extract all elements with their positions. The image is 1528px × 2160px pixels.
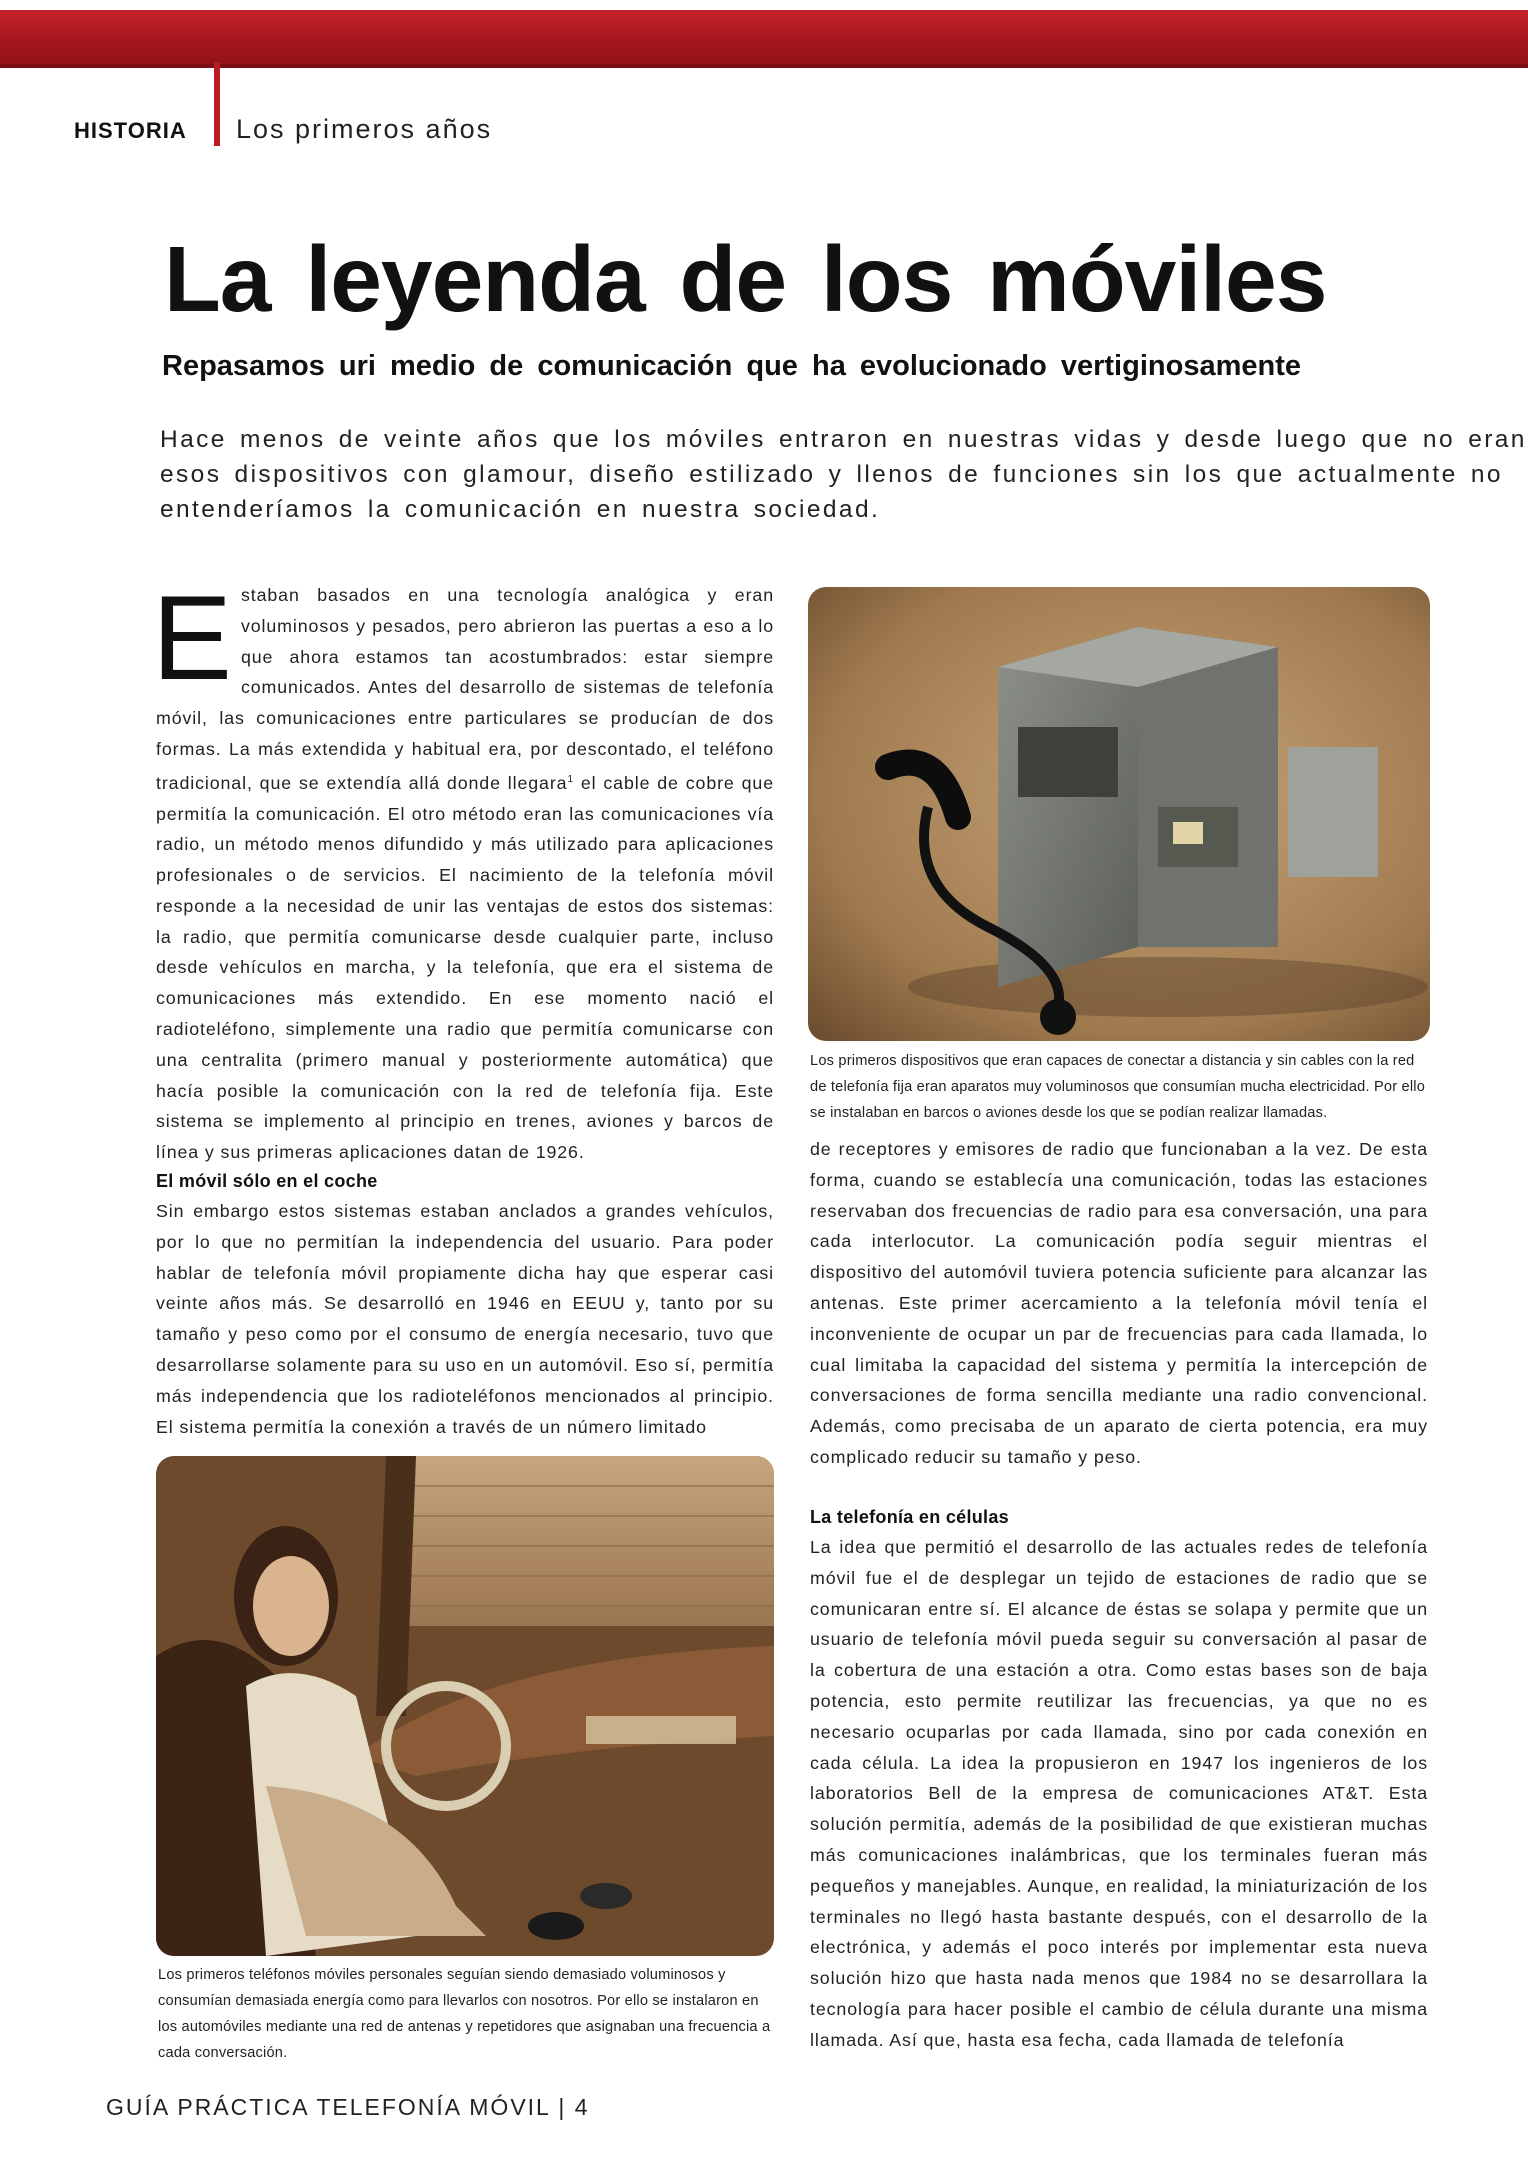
radio-photo-caption: Los primeros dispositivos que eran capaces de conectar a distancia y sin cables con la red de telefonía fija eran aparatos muy voluminosos que consumían mucha electricidad. Por ello se instalaban en barcos o aviones desde los que se podían realizar llamadas. bbox=[810, 1053, 1426, 1121]
section1-continued-paragraph: de receptores y emisores de radio que funcionaban a la vez. De esta forma, cuando se establecía una comunicación, todas las estaciones reservaban dos frecuencias de radio para esa conversación, una para cada interlocutor. La comunicación podía seguir mientras el dispositivo del automóvil tuviera potencia suficiente para alcanzar las antenas. Este primer acercamiento a la telefonía móvil tenía el inconveniente de ocupar un par de frecuencias para cada llamada, lo cual limitaba la capacidad del sistema y permitía la intercepción de conversaciones de forma sencilla mediante una radio convencional. Además, como precisaba de un aparato de cierta potencia, era muy complicado reducir su tamaño y peso. bbox=[810, 1139, 1428, 1467]
car-phone-photo bbox=[156, 1456, 774, 1956]
radio-equipment-illustration bbox=[808, 587, 1430, 1041]
section1-continued bbox=[810, 1134, 1428, 1474]
article-lead bbox=[160, 422, 1527, 527]
subsection-label: Los primeros años bbox=[236, 114, 493, 144]
page-footer: GUÍA PRÁCTICA TELEFONÍA MÓVIL | 4 bbox=[106, 2094, 590, 2120]
drop-cap: E bbox=[152, 571, 233, 705]
left-column-text bbox=[152, 571, 774, 1163]
section2-paragraph: La idea que permitió el desarrollo de las actuales redes de telefonía móvil fue el de desplegar un tejido de estaciones de radio que se comunicaran entre sí. El alcance de éstas se solapa y permite que un usuario de telefonía móvil pueda seguir su conversación al pasar de la cobertura de una estación a otra. Como estas bases son de baja potencia, esto permite reutilizar las frecuencias, ya que no es necesario ocuparlas por cada llamada, sino por cada conexión en cada célula. La idea la propusieron en 1947 los ingenieros de los laboratorios Bell de la empresa de comunicaciones AT&T. Esta solución permitía, además de la posibilidad de que existieran muchas más comunicaciones inalámbricas, que los terminales fueran más pequeños y manejables. Aunque, en realidad, la miniaturización de los terminales no llegó hasta bastante después, con el desarrollo de la electrónica, y además el poco interés por implementar esta nueva solución hizo que hasta nada menos que 1984 no se desarrollara la tecnología para hacer posible el cambio de célula durante una misma llamada. Así que, hasta esa fecha, cada llamada de telefonía bbox=[810, 1537, 1428, 2050]
section1-block bbox=[156, 1166, 774, 1442]
lead-line: Hace menos de veinte años que los móviles entraron en nuestras vidas y desde luego que no eran bbox=[160, 426, 1527, 453]
intro-paragraph bbox=[152, 571, 774, 1168]
article-title: La leyenda de los móviles bbox=[164, 227, 1327, 331]
radio-equipment-photo bbox=[808, 587, 1430, 1041]
section1-paragraph: Sin embargo estos sistemas estaban anclados a grandes vehículos, por lo que no permitían la independencia del usuario. Para poder hablar de telefonía móvil propiamente dicha hay que esperar casi veinte años más. Se desarrolló en 1946 en EEUU y, tanto por su tamaño y peso como por el consumo de energía necesario, tuvo que desarrollarse solamente para su uso en un automóvil. Eso sí, permitía más independencia que los radioteléfonos mencionados al principio. El sistema permitía la conexión a través de un número limitado bbox=[156, 1201, 774, 1437]
lead-line: entenderíamos la comunicación en nuestra sociedad. bbox=[160, 496, 881, 523]
intro-text: staban basados en una tecnología analógica y eran voluminosos y pesados, pero abrieron las puertas a eso a lo que ahora estamos tan acostumbrados: estar siempre comunicados. Antes del desarrollo de sistemas de telefonía móvil, las comunicaciones entre particulares se producían de dos formas. La más extendida y habitual era, por descontado, el teléfono tradicional, que se extendía allá donde llegara bbox=[156, 585, 774, 793]
footnote-marker: 1 bbox=[567, 773, 574, 785]
section2-block bbox=[810, 1502, 1428, 2062]
car-photo-caption: Los primeros teléfonos móviles personales seguían siendo demasiado voluminosos y consumían demasiada energía como para llevarlos con nosotros. Por ello se instalaron en los automóviles mediante una red de antenas y repetidores que asignaban una frecuencia a cada conversación. bbox=[158, 1967, 771, 2061]
section1-heading: El móvil sólo en el coche bbox=[156, 1171, 378, 1191]
section-divider bbox=[214, 62, 220, 146]
lead-line: esos dispositivos con glamour, diseño estilizado y llenos de funciones sin los que actualmente no bbox=[160, 461, 1503, 488]
intro-text-rest: el cable de cobre que permitía la comunicación. El otro método eran las comunicaciones vía radio, un método menos difundido y más utilizado para aplicaciones profesionales o de servicios. El nacimiento de la telefonía móvil responde a la necesidad de unir las ventajas de estos dos sistemas: la radio, que permitía comunicarse desde cualquier parte, incluso desde vehículos en marcha, y la telefonía, que era el sistema de comunicaciones más extendido. En ese momento nació el radioteléfono, simplemente una radio que permitía comunicarse con una centralita (primero manual y posteriormente automática) que hacía posible la comunicación con la red de telefonía fija. Este sistema se implemento al principio en trenes, aviones y barcos de línea y sus primeras aplicaciones datan de 1926. bbox=[156, 772, 774, 1163]
article-subtitle: Repasamos uri medio de comunicación que ha evolucionado vertiginosamente bbox=[162, 350, 1301, 382]
top-red-band bbox=[0, 10, 1528, 68]
section2-heading: La telefonía en células bbox=[810, 1507, 1009, 1527]
car-phone-illustration bbox=[156, 1456, 774, 1956]
section-label: HISTORIA bbox=[74, 118, 187, 143]
